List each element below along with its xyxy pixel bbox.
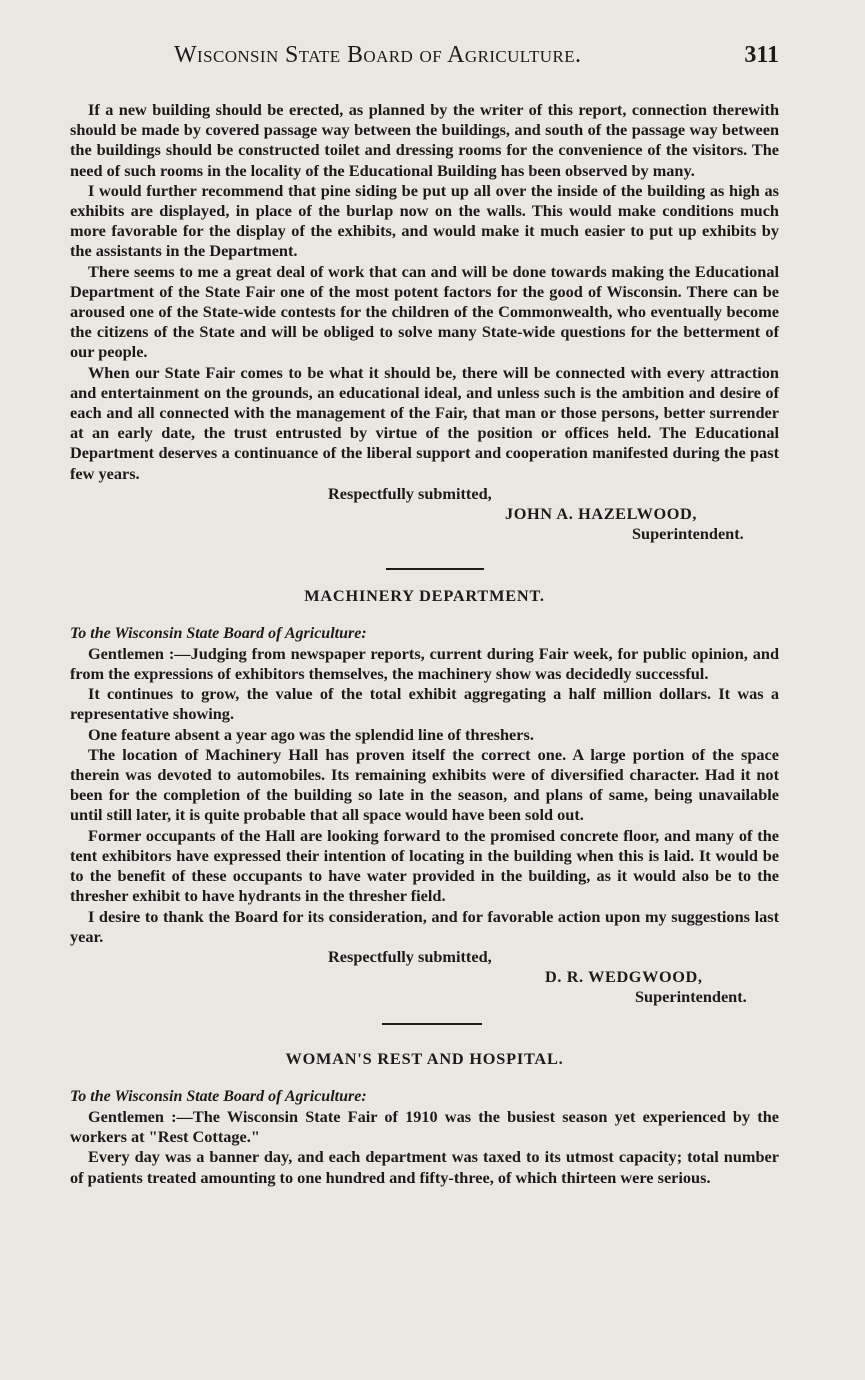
womans-rest-section	[70, 1049, 779, 1188]
section-divider	[382, 1023, 482, 1025]
signer-title: Superintendent.	[635, 986, 747, 1006]
paragraph: Former occupants of the Hall are looking forward to the promised concrete floor, and many of the tent exhibitors have expressed their intention of locating in the building when this is laid. It would be to the benefit of these occupants to have water provided in the building, as it would also be to the thresher exhibit to have hydrants in the thresher field.	[70, 825, 779, 906]
closing-line: Respectfully submitted,	[328, 483, 492, 503]
paragraph: It continues to grow, the value of the total exhibit aggregating a half million dollars. It was a representative showing.	[70, 684, 779, 724]
section-heading: WOMAN'S REST AND HOSPITAL.	[285, 1048, 564, 1068]
paragraph: When our State Fair comes to be what it should be, there will be connected with every attraction and entertainment on the grounds, an educational ideal, and unless such is the ambition and desire of each and all connected with the management of the Fair, that man or those persons, better surrender at an early date, the trust entrusted by virtue of the position or offices held. The Educational Department deserves a continuance of the liberal support and cooperation manifested during the past few years.	[70, 362, 779, 483]
paragraph: Gentlemen :—Judging from newspaper reports, current during Fair week, for public opinion, and from the expressions of exhibitors themselves, the machinery show was decidedly successful.	[70, 643, 779, 684]
paragraph: There seems to me a great deal of work that can and will be done towards making the Educational Department of the State Fair one of the most potent factors for the good of Wisconsin. There can be aroused one of the State-wide contests for the children of the Commonwealth, who eventually become the citizens of the State and will be obliged to solve many State-wide questions for the betterment of our people.	[70, 261, 779, 362]
running-title: Wisconsin State Board of Agriculture.	[174, 42, 582, 68]
section-divider	[386, 568, 484, 570]
running-head	[70, 40, 779, 80]
education-report-section	[70, 100, 779, 544]
signer-name: JOHN A. HAZELWOOD,	[505, 503, 698, 523]
paragraph: Every day was a banner day, and each department was taxed to its utmost capacity; total number of patients treated amounting to one hundred and fifty-three, of which thirteen were serious.	[70, 1147, 779, 1187]
paragraph: Gentlemen :—The Wisconsin State Fair of 1910 was the busiest season yet experienced by the workers at "Rest Cottage."	[70, 1106, 779, 1147]
page-number: 311	[744, 42, 779, 68]
machinery-department-section	[70, 586, 779, 1007]
salutation: To the Wisconsin State Board of Agriculture:	[70, 624, 367, 642]
paragraph: I desire to thank the Board for its consideration, and for favorable action upon my suggestions last year.	[70, 906, 779, 946]
signer-title: Superintendent.	[632, 523, 744, 543]
section-heading: MACHINERY DEPARTMENT.	[304, 585, 545, 605]
signer-name: D. R. WEDGWOOD,	[545, 966, 703, 986]
paragraph: The location of Machinery Hall has proven itself the correct one. A large portion of the space therein was devoted to automobiles. Its remaining exhibits were of diversified character. Had it not been for the completion of the building so late in the season, and plans of same, being unavailable until still later, it is quite probable that all space would have been sold out.	[70, 744, 779, 825]
closing-line: Respectfully submitted,	[328, 946, 492, 966]
paragraph: If a new building should be erected, as planned by the writer of this report, connection therewith should be made by covered passage way between the buildings, and south of the passage way between the buildings should be constructed toilet and dressing rooms for the convenience of the visitors. The need of such rooms in the locality of the Educational Building has been observed by many.	[70, 100, 779, 180]
paragraph: One feature absent a year ago was the splendid line of threshers.	[88, 724, 534, 744]
paragraph: I would further recommend that pine siding be put up all over the inside of the building as high as exhibits are displayed, in place of the burlap now on the walls. This would make conditions much more favorable for the display of the exhibits, and would make it much easier to put up exhibits by the assistants in the Department.	[70, 180, 779, 261]
salutation: To the Wisconsin State Board of Agriculture:	[70, 1087, 367, 1105]
